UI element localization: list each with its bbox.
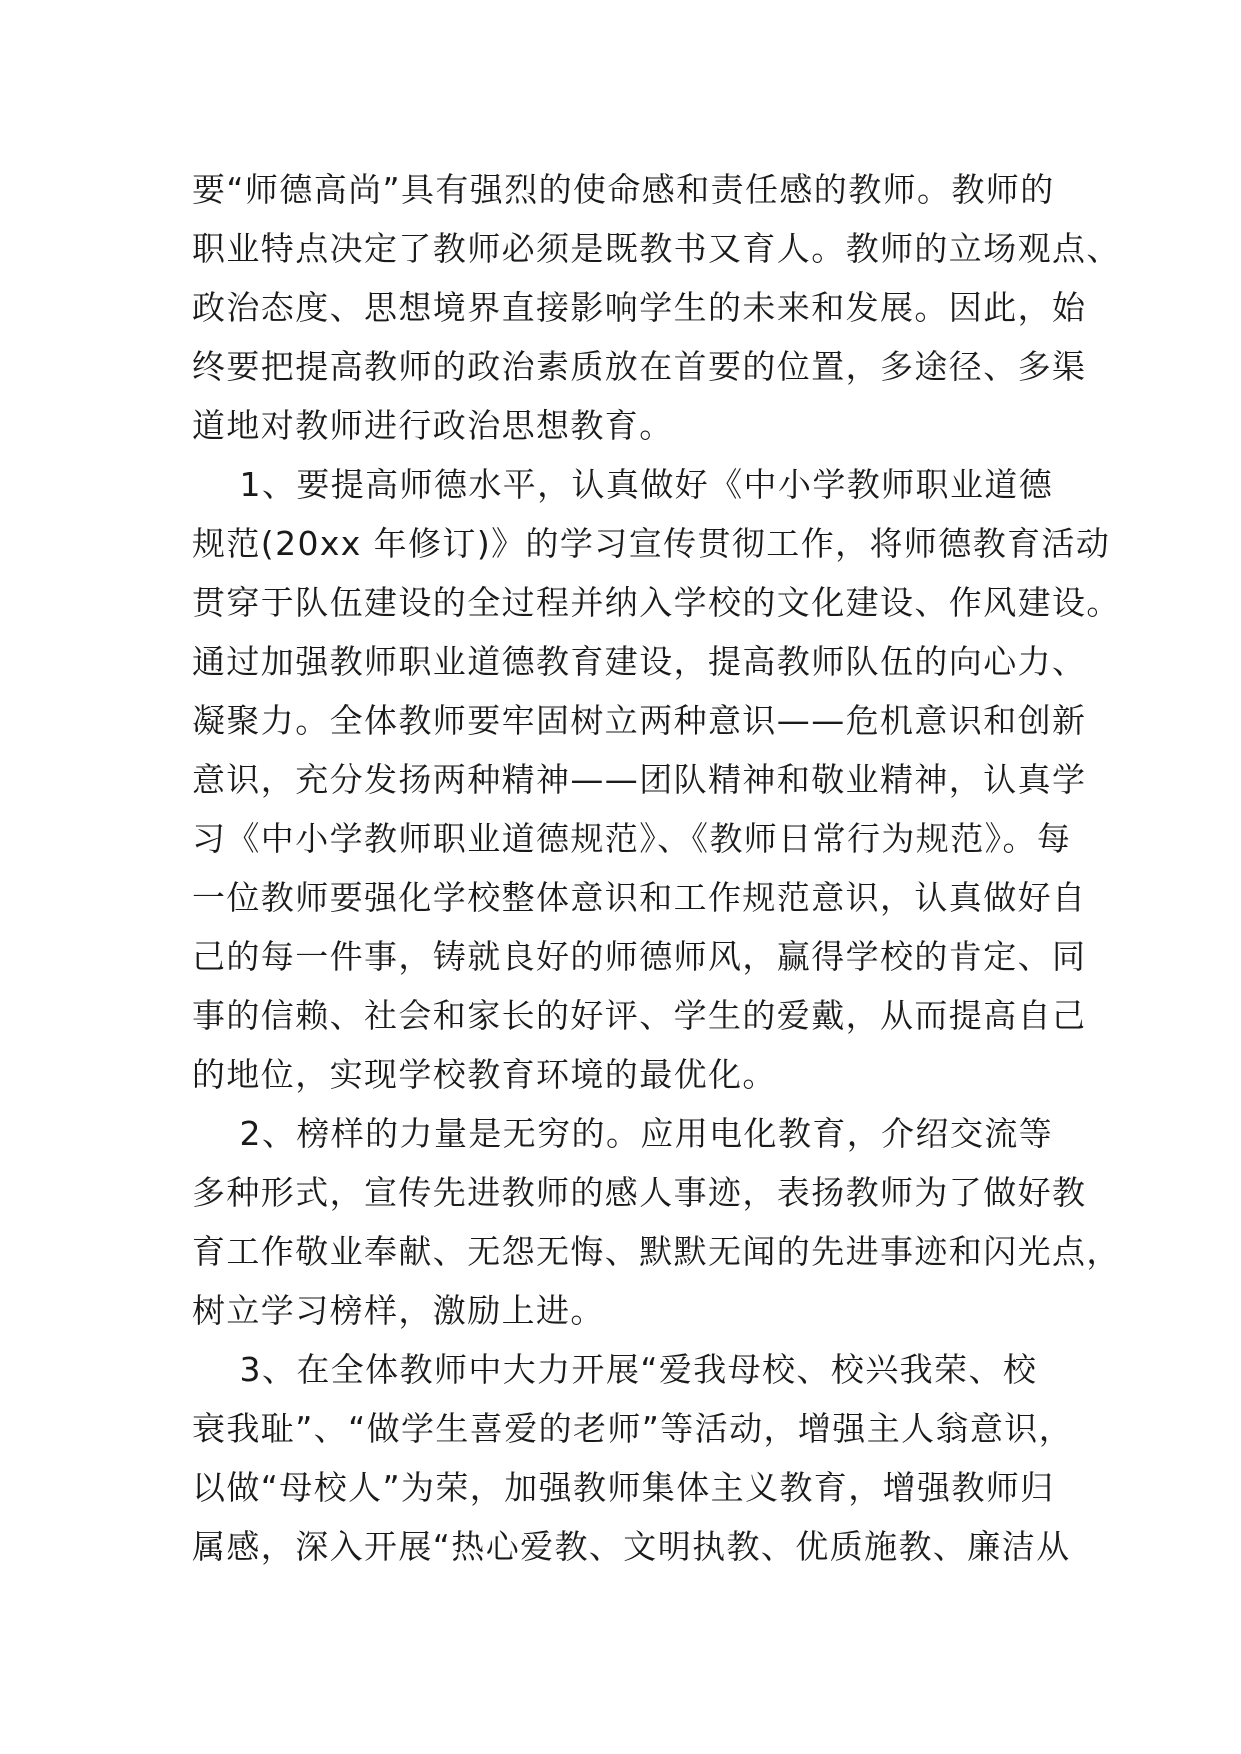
text-line: 要“师德高尚”具有强烈的使命感和责任感的教师。教师的: [192, 170, 1055, 209]
text-line: 衰我耻”、“做学生喜爱的老师”等活动，增强主人翁意识，: [192, 1409, 1074, 1448]
text-line: 终要把提高教师的政治素质放在首要的位置，多途径、多渠: [192, 347, 1087, 386]
document-body: [192, 160, 1121, 1576]
text-line: 多种形式，宣传先进教师的感人事迹，表扬教师为了做好教: [192, 1173, 1087, 1212]
text-line: 1、要提高师德水平，认真做好《中小学教师职业道德: [192, 465, 1054, 504]
text-line: 育工作敬业奉献、无怨无悔、默默无闻的先进事迹和闪光点，: [192, 1232, 1121, 1271]
text-line: 职业特点决定了教师必须是既教书又育人。教师的立场观点、: [192, 229, 1121, 268]
text-line: 一位教师要强化学校整体意识和工作规范意识，认真做好自: [192, 878, 1087, 917]
text-line: 属感，深入开展“热心爱教、文明执教、优质施教、廉洁从: [192, 1527, 1071, 1566]
text-line: 2、榜样的力量是无穷的。应用电化教育，介绍交流等: [192, 1114, 1054, 1153]
text-line: 道地对教师进行政治思想教育。: [192, 406, 674, 445]
text-line: 习《中小学教师职业道德规范》、《教师日常行为规范》。每: [192, 819, 1072, 858]
text-line: 规范(20xx 年修订)》的学习宣传贯彻工作，将师德教育活动: [192, 524, 1111, 563]
text-line: 贯穿于队伍建设的全过程并纳入学校的文化建设、作风建设。: [192, 583, 1121, 622]
text-line: 树立学习榜样，激励上进。: [192, 1291, 605, 1330]
text-line: 3、在全体教师中大力开展“爱我母校、校兴我荣、校: [192, 1350, 1038, 1389]
text-line: 通过加强教师职业道德教育建设，提高教师队伍的向心力、: [192, 642, 1087, 681]
text-line: 的地位，实现学校教育环境的最优化。: [192, 1055, 777, 1094]
text-line: 意识，充分发扬两种精神——团队精神和敬业精神，认真学: [192, 760, 1087, 799]
text-line: 凝聚力。全体教师要牢固树立两种意识——危机意识和创新: [192, 701, 1087, 740]
text-line: 政治态度、思想境界直接影响学生的未来和发展。因此，始: [192, 288, 1087, 327]
text-line: 事的信赖、社会和家长的好评、学生的爱戴，从而提高自己: [192, 996, 1087, 1035]
text-line: 己的每一件事，铸就良好的师德师风，赢得学校的肯定、同: [192, 937, 1087, 976]
text-line: 以做“母校人”为荣，加强教师集体主义教育，增强教师归: [192, 1468, 1055, 1507]
